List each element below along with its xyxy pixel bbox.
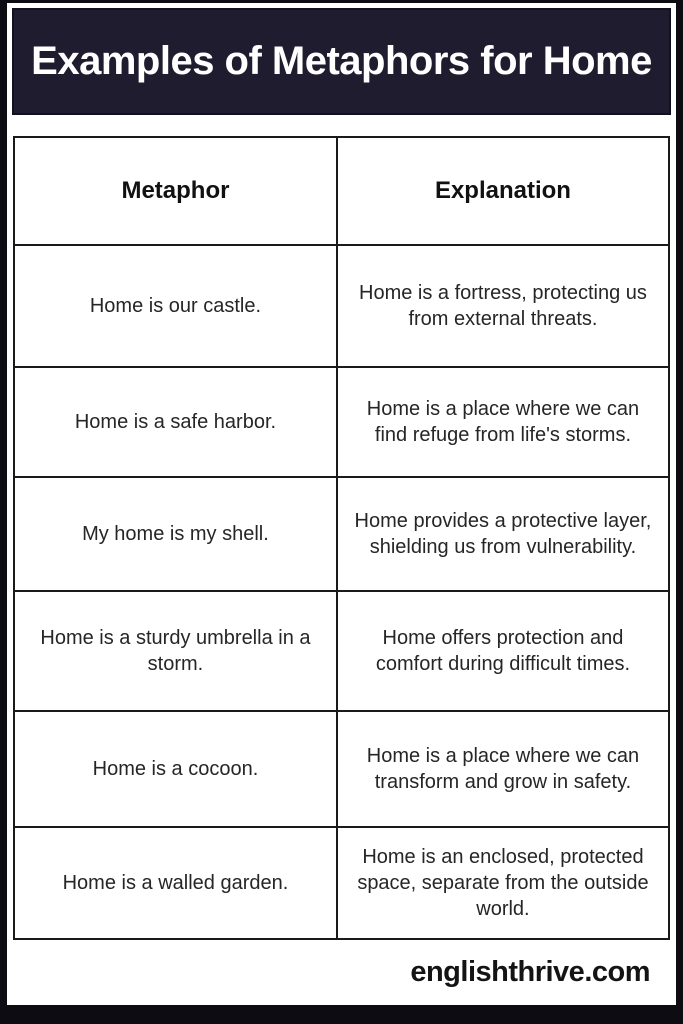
sheet [7,3,676,1005]
metaphor-cell: Home is a walled garden. [14,827,337,939]
banner-wrap [7,3,676,115]
title-banner [12,8,671,115]
footer [7,940,676,1005]
table-row [14,711,669,827]
table-wrap [13,136,670,940]
explanation-cell: Home is a fortress, protecting us from external threats. [337,245,669,367]
metaphor-cell: Home is a safe harbor. [14,367,337,477]
page-title: Examples of Metaphors for Home [31,39,652,83]
explanation-cell: Home offers protection and comfort during difficult times. [337,591,669,711]
table-row [14,827,669,939]
column-header-metaphor: Metaphor [14,137,337,245]
metaphor-cell: Home is a sturdy umbrella in a storm. [14,591,337,711]
metaphors-table [13,136,670,940]
column-header-explanation: Explanation [337,137,669,245]
table-row [14,591,669,711]
explanation-cell: Home is a place where we can find refuge from life's storms. [337,367,669,477]
explanation-cell: Home provides a protective layer, shielding us from vulnerability. [337,477,669,591]
metaphor-cell: Home is our castle. [14,245,337,367]
metaphor-cell: Home is a cocoon. [14,711,337,827]
table-row [14,367,669,477]
metaphor-cell: My home is my shell. [14,477,337,591]
table-header-row [14,137,669,245]
website-url: englishthrive.com [410,956,650,988]
explanation-cell: Home is a place where we can transform and grow in safety. [337,711,669,827]
explanation-cell: Home is an enclosed, protected space, separate from the outside world. [337,827,669,939]
table-row [14,245,669,367]
table-row [14,477,669,591]
